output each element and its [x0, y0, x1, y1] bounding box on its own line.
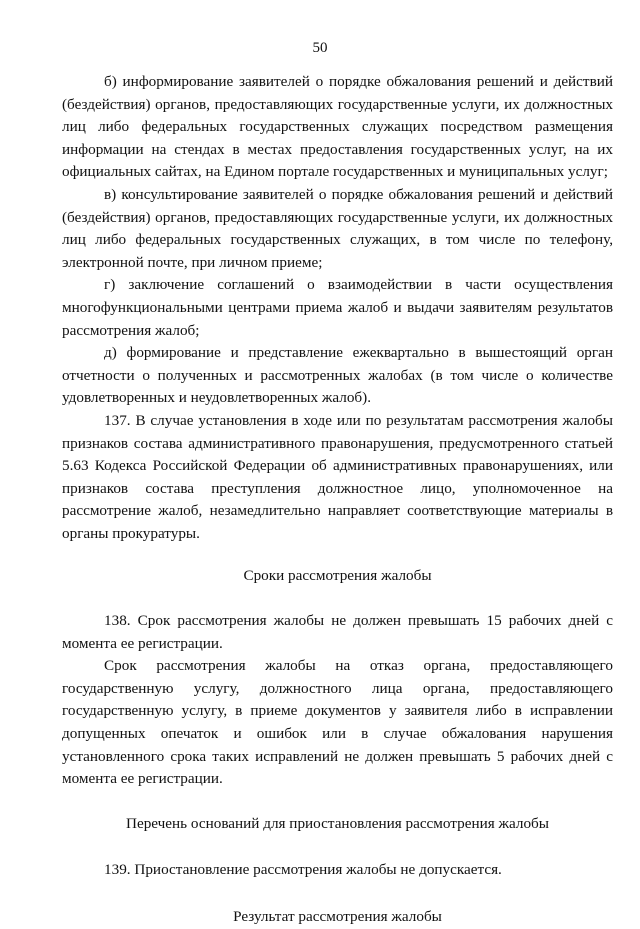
paragraph-137: 137. В случае установления в ходе или по результатам рассмотрения жалобы признаков состава административного правонарушения, предусмотренного статьей 5.63 Кодекса Российской Федерации об административных правонарушениях, или признаков состава преступления должностное лицо, уполномоченное на рассмотрение жалоб, незамедлительно направляет соответствующие материалы в органы прокуратуры. — [62, 411, 613, 542]
paragraph-item-v: в) консультирование заявителей о порядке обжалования решений и действий (бездействия) органов, предоставляющих государственные услуги, их должностных лиц либо федеральных государственных служащих, в том числе по телефону, электронной почте, при личном приеме; — [62, 185, 613, 271]
page-number: 50 — [312, 40, 328, 56]
document-body — [62, 71, 613, 929]
paragraph-item-d: д) формирование и представление ежеквартально в вышестоящий орган отчетности о полученных и рассмотренных жалобах (в том числе о количестве удовлетворенных и неудовлетворенных жалоб). — [62, 344, 613, 407]
section-heading-suspension-grounds: Перечень оснований для приостановления рассмотрения жалобы — [126, 814, 549, 832]
section-heading-review-result: Результат рассмотрения жалобы — [233, 908, 442, 925]
section-heading-review-terms: Сроки рассмотрения жалобы — [243, 567, 432, 585]
paragraph-item-g: г) заключение соглашений о взаимодействии в части осуществления многофункциональными центрами приема жалоб и выдачи заявителям результатов рассмотрения жалоб; — [62, 276, 613, 339]
paragraph-139: 139. Приостановление рассмотрения жалобы не допускается. — [104, 861, 502, 879]
paragraph-138: 138. Срок рассмотрения жалобы не должен превышать 15 рабочих дней с момента ее регистрации. — [62, 612, 613, 652]
paragraph-138-refusal-term: Срок рассмотрения жалобы на отказ органа, предоставляющего государственную услугу, должностного лица органа, предоставляющего государственную услугу, в приеме документов у заявителя либо в исправлении допущенных опечаток и ошибок или в случае обжалования нарушения установленного срока таких исправлений не должен превышать 5 рабочих дней с момента ее регистрации. — [62, 657, 613, 788]
paragraph-item-b: б) информирование заявителей о порядке обжалования решений и действий (бездействия) органов, предоставляющих государственные услуги, их должностных лиц либо федеральных государственных служащих посредством размещения информации на стендах в местах предоставления государственных услуг, на их официальных сайтах, на Едином портале государственных и муниципальных услуг; — [62, 73, 613, 181]
